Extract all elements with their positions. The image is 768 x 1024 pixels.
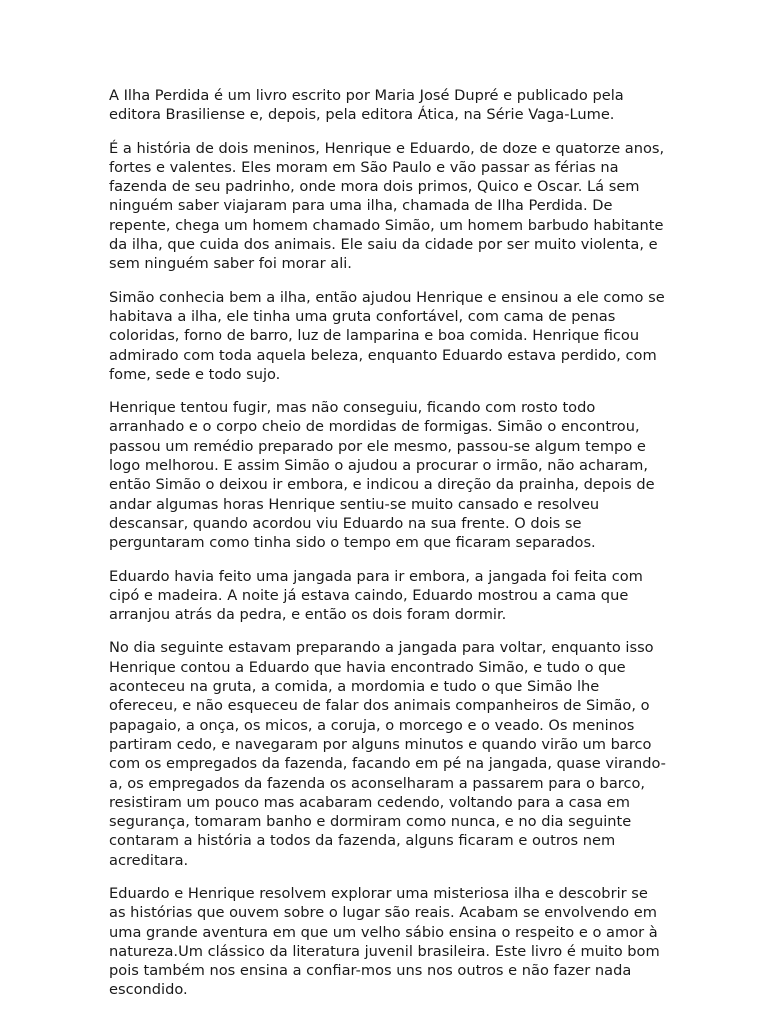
- paragraph-7: [109, 884, 665, 1000]
- text-line: resistiram um pouco mas acabaram cedendo, voltando para a casa em: [109, 793, 630, 811]
- text-line: repente, chega um homem chamado Simão, um homem barbudo habitante: [109, 216, 664, 234]
- text-line: então Simão o deixou ir embora, e indicou a direção da prainha, depois de: [109, 476, 655, 494]
- text-line: A Ilha Perdida é um livro escrito por Maria José Dupré e publicado pela: [109, 87, 624, 104]
- text-line: arranjou atrás da pedra, e então os dois foram dormir.: [109, 606, 507, 624]
- text-line: escondido.: [109, 981, 188, 999]
- text-line: perguntaram como tinha sido o tempo em que ficaram separados.: [109, 534, 596, 552]
- text-line: coloridas, forno de barro, luz de lamparina e boa comida. Henrique ficou: [109, 327, 640, 345]
- text-line: fortes e valentes. Eles moram em São Paulo e vão passar as férias na: [109, 158, 619, 176]
- text-line: contaram a história a todos da fazenda, alguns ficaram e outros nem: [109, 832, 616, 850]
- text-line: natureza.Um clássico da literatura juvenil brasileira. Este livro é muito bom: [109, 942, 660, 960]
- text-line: Eduardo e Henrique resolvem explorar uma misteriosa ilha e descobrir se: [109, 884, 648, 902]
- text-line: acreditara.: [109, 851, 189, 869]
- text-line: com os empregados da fazenda, facando em pé na jangada, quase virando-: [109, 755, 666, 773]
- text-line: a, os empregados da fazenda os aconselharam a passarem para o barco,: [109, 774, 646, 792]
- text-line: uma grande aventura em que um velho sábio ensina o respeito e o amor à: [109, 923, 658, 941]
- text-line: Eduardo havia feito uma jangada para ir embora, a jangada foi feita com: [109, 567, 643, 585]
- paragraph-5: [109, 567, 665, 625]
- paragraph-4: [109, 398, 665, 552]
- text-line: habitava a ilha, ele tinha uma gruta confortável, com cama de penas: [109, 307, 616, 325]
- text-line: fome, sede e todo sujo.: [109, 365, 281, 383]
- text-line: No dia seguinte estavam preparando a jangada para voltar, enquanto isso: [109, 639, 654, 657]
- text-line: editora Brasiliense e, depois, pela editora Ática, na Série Vaga-Lume.: [109, 106, 615, 124]
- document-page: [109, 86, 665, 1014]
- text-line: sem ninguém saber foi morar ali.: [109, 255, 352, 273]
- text-line: as histórias que ouvem sobre o lugar são reais. Acabam se envolvendo em: [109, 904, 657, 922]
- text-line: segurança, tomaram banho e dormiram como nunca, e no dia seguinte: [109, 813, 632, 831]
- paragraph-3: [109, 288, 665, 384]
- text-line: arranhado e o corpo cheio de mordidas de formigas. Simão o encontrou,: [109, 418, 640, 436]
- paragraph-1: [109, 86, 665, 125]
- text-line: andar algumas horas Henrique sentiu-se muito cansado e resolveu: [109, 495, 600, 513]
- text-line: aconteceu na gruta, a comida, a mordomia e tudo o que Simão lhe: [109, 678, 600, 696]
- paragraph-2: [109, 139, 665, 274]
- text-line: passou um remédio preparado por ele mesmo, passou-se algum tempo e: [109, 437, 646, 455]
- text-line: Henrique contou a Eduardo que havia encontrado Simão, e tudo o que: [109, 658, 626, 676]
- text-line: admirado com toda aquela beleza, enquanto Eduardo estava perdido, com: [109, 346, 657, 364]
- text-line: cipó e madeira. A noite já estava caindo, Eduardo mostrou a cama que: [109, 586, 629, 604]
- text-line: É a história de dois meninos, Henrique e Eduardo, de doze e quatorze anos,: [109, 139, 665, 157]
- text-line: ofereceu, e não esqueceu de falar dos animais companheiros de Simão, o: [109, 697, 650, 715]
- text-line: ninguém saber viajaram para uma ilha, chamada de Ilha Perdida. De: [109, 197, 613, 215]
- paragraph-6: [109, 638, 665, 870]
- text-line: da ilha, que cuida dos animais. Ele saiu da cidade por ser muito violenta, e: [109, 236, 658, 254]
- text-line: Simão conhecia bem a ilha, então ajudou Henrique e ensinou a ele como se: [109, 288, 665, 306]
- text-line: descansar, quando acordou viu Eduardo na sua frente. O dois se: [109, 514, 582, 532]
- text-line: papagaio, a onça, os micos, a coruja, o morcego e o veado. Os meninos: [109, 716, 635, 734]
- text-line: pois também nos ensina a confiar-mos uns nos outros e não fazer nada: [109, 962, 632, 980]
- text-line: Henrique tentou fugir, mas não conseguiu, ficando com rosto todo: [109, 399, 596, 417]
- text-line: fazenda de seu padrinho, onde mora dois primos, Quico e Oscar. Lá sem: [109, 178, 640, 196]
- text-line: partiram cedo, e navegaram por alguns minutos e quando virão um barco: [109, 735, 652, 753]
- text-line: logo melhorou. E assim Simão o ajudou a procurar o irmão, não acharam,: [109, 457, 648, 475]
